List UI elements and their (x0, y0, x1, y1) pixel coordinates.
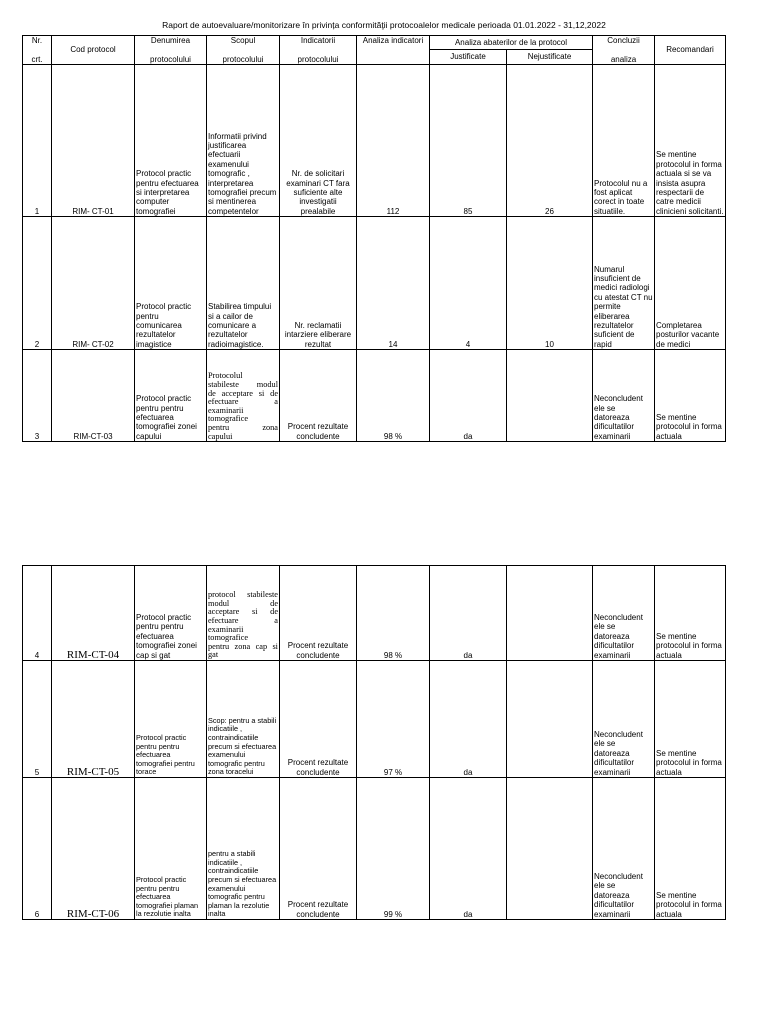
table-row (23, 350, 726, 442)
cell-analiza: 99 % (357, 778, 430, 920)
cell-cod: RIM-CT-04 (52, 566, 135, 661)
cell-recomandari: Se mentine protocolul in forma actuala (655, 778, 726, 920)
protocol-table-top (22, 35, 726, 442)
cell-nejustificate: 26 (507, 65, 593, 217)
header-concluzii: Concluzii analiza (593, 36, 655, 65)
cell-denumirea: Protocol practic pentru pentru efectuarea tomografiei zonei cap si gat (135, 566, 207, 661)
cell-indicatorii: Nr. reclamatii intarziere eliberare rezultat (280, 217, 357, 350)
cell-nr: 1 (23, 65, 52, 217)
header-justificate: Justificate (430, 50, 507, 65)
table-header (23, 36, 726, 65)
cell-concluzii: Neconcludent ele se datoreaza dificultatilor examinarii (593, 566, 655, 661)
cell-recomandari: Se mentine protocolul in forma actuala si se va insista asupra respectarii de catre medicii clinicieni solicitanti. (655, 65, 726, 217)
header-recomandari: Recomandari (655, 36, 726, 65)
cell-recomandari: Completarea posturilor vacante de medici (655, 217, 726, 350)
cell-nejustificate: 10 (507, 217, 593, 350)
cell-concluzii: Neconcludent ele se datoreaza dificultatilor examinarii (593, 661, 655, 778)
cell-scopul: Scop: pentru a stabili indicatiile , contraindicatiile precum si efectuarea examenului tomografic pentru zona toracelui (207, 661, 280, 778)
table-row (23, 65, 726, 217)
cell-nr: 6 (23, 778, 52, 920)
cell-nejustificate (507, 566, 593, 661)
cell-denumirea: Protocol practic pentru comunicarea rezultatelor imagistice (135, 217, 207, 350)
cell-nejustificate (507, 661, 593, 778)
cell-justificate: 4 (430, 217, 507, 350)
cell-cod: RIM- CT-01 (52, 65, 135, 217)
cell-analiza: 97 % (357, 661, 430, 778)
cell-scopul: protocol stabileste modul de acceptare si de efectuare a examinarii tomografice pentru zona cap si gat (207, 566, 280, 661)
header-nr: Nr. crt. (23, 36, 52, 65)
cell-recomandari: Se mentine protocolul in forma actuala (655, 661, 726, 778)
cell-concluzii: Neconcludent ele se datoreaza dificultatilor examinarii (593, 350, 655, 442)
table-row (23, 778, 726, 920)
cell-cod: RIM- CT-02 (52, 217, 135, 350)
cell-justificate: da (430, 778, 507, 920)
header-abateri: Analiza abaterilor de la protocol (430, 36, 593, 50)
table-body-top (23, 65, 726, 442)
header-indicatorii: Indicatorii protocolului (280, 36, 357, 65)
cell-recomandari: Se mentine protocolul in forma actuala (655, 566, 726, 661)
cell-nr: 5 (23, 661, 52, 778)
header-denumirea: Denumirea protocolului (135, 36, 207, 65)
cell-cod: RIM-CT-03 (52, 350, 135, 442)
header-scopul: Scopul protocolului (207, 36, 280, 65)
header-cod: Cod protocol (52, 36, 135, 65)
cell-cod: RIM-CT-05 (52, 661, 135, 778)
cell-recomandari: Se mentine protocolul in forma actuala (655, 350, 726, 442)
cell-nr: 4 (23, 566, 52, 661)
cell-indicatorii: Procent rezultate concludente (280, 566, 357, 661)
table-row (23, 661, 726, 778)
cell-nejustificate (507, 350, 593, 442)
cell-analiza: 14 (357, 217, 430, 350)
cell-justificate: da (430, 566, 507, 661)
cell-cod: RIM-CT-06 (52, 778, 135, 920)
cell-analiza: 98 % (357, 350, 430, 442)
cell-nr: 3 (23, 350, 52, 442)
cell-scopul: Stabilirea timpului si a cailor de comunicare a rezultatelor radioimagistice. (207, 217, 280, 350)
cell-indicatorii: Nr. de solicitari examinari CT fara suficiente alte investigatii prealabile (280, 65, 357, 217)
cell-concluzii: Protocolul nu a fost aplicat corect in toate situatiile. (593, 65, 655, 217)
cell-concluzii: Neconcludent ele se datoreaza dificultatilor examinarii (593, 778, 655, 920)
cell-nr: 2 (23, 217, 52, 350)
cell-analiza: 112 (357, 65, 430, 217)
cell-indicatorii: Procent rezultate concludente (280, 661, 357, 778)
cell-concluzii: Numarul insuficient de medici radiologi cu atestat CT nu permite eliberarea rezultatelor suficient de rapid (593, 217, 655, 350)
cell-nejustificate (507, 778, 593, 920)
table-row (23, 217, 726, 350)
report-title: Raport de autoevaluare/monitorizare în privința conformităţii protocoalelor medicale perioada 01.01.2022 - 31,12,2022 (162, 20, 606, 30)
cell-denumirea: Protocol practic pentru pentru efectuarea tomografiei zonei capului (135, 350, 207, 442)
cell-scopul: Informatii privind justificarea efectuarii examenului tomografic , interpretarea tomografiei precum si mentinerea competentelor (207, 65, 280, 217)
cell-indicatorii: Procent rezultate concludente (280, 778, 357, 920)
cell-denumirea: Protocol practic pentru pentru efectuarea tomografiei plaman la rezolutie inalta (135, 778, 207, 920)
cell-justificate: da (430, 350, 507, 442)
header-analiza: Analiza indicatori (357, 36, 430, 65)
cell-justificate: da (430, 661, 507, 778)
cell-scopul: pentru a stabili indicatiile , contraindicatiile precum si efectuarea examenului tomografic pentru plaman la rezolutie inalta (207, 778, 280, 920)
table-row (23, 566, 726, 661)
table-body-bottom (23, 566, 726, 920)
cell-denumirea: Protocol practic pentru efectuarea si interpretarea computer tomografiei (135, 65, 207, 217)
cell-denumirea: Protocol practic pentru pentru efectuarea tomografiei pentru torace (135, 661, 207, 778)
header-nejustificate: Nejustificate (507, 50, 593, 65)
cell-analiza: 98 % (357, 566, 430, 661)
cell-justificate: 85 (430, 65, 507, 217)
protocol-table-bottom (22, 565, 726, 920)
cell-scopul: Protocolul stabileste modul de acceptare si de efectuare a examinarii tomografice pentru zona capului (207, 350, 280, 442)
cell-indicatorii: Procent rezultate concludente (280, 350, 357, 442)
